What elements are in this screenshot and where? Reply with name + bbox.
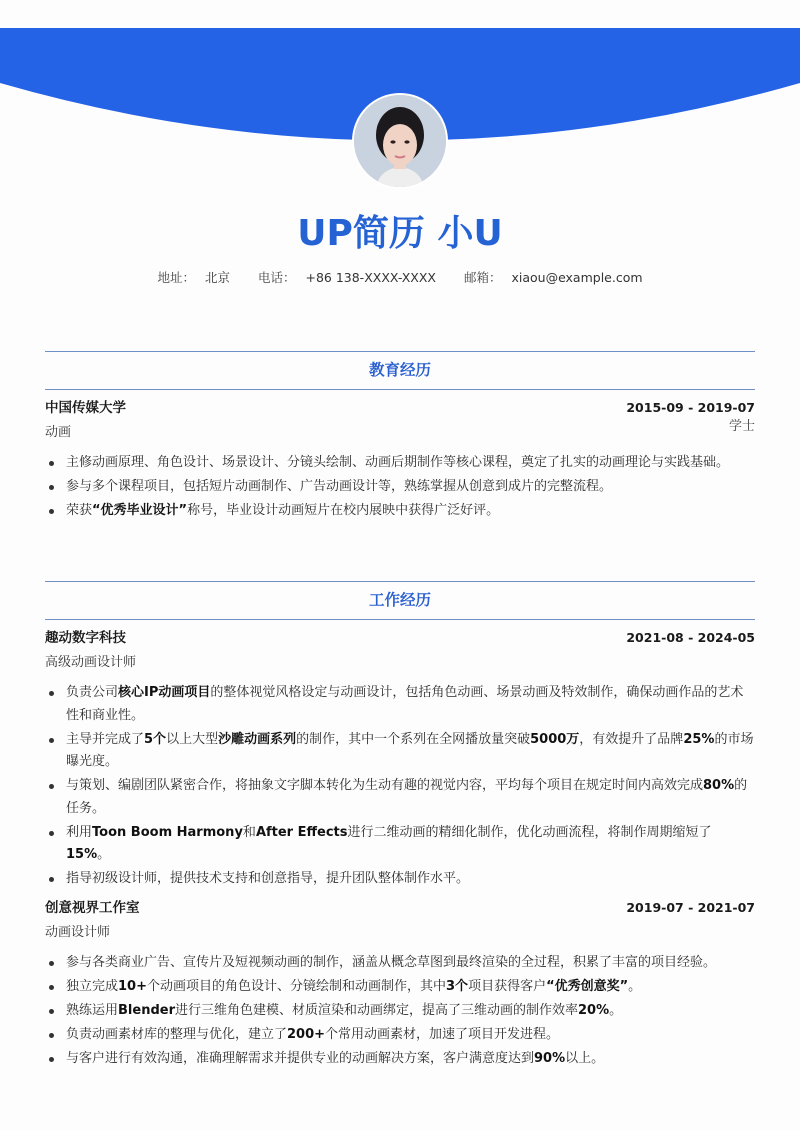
avatar (352, 93, 448, 189)
job-role: 高级动画设计师 (45, 655, 137, 670)
highlight-text: 3个 (446, 978, 469, 994)
education-date: 2015-09 - 2019-07 (626, 400, 755, 415)
person-photo-icon (354, 95, 446, 187)
list-item (45, 952, 755, 975)
contact-info (0, 268, 800, 288)
bullet-text: 以上大型 (166, 731, 219, 747)
list-item (45, 976, 755, 999)
bullet-text: 。 (628, 978, 642, 994)
bullet-text: 负责动画素材库的整理与优化，建立了 (66, 1026, 288, 1042)
list-item (45, 729, 755, 774)
bullet-text: ，有效提升了品牌 (579, 731, 684, 747)
school-name: 中国传媒大学 (45, 400, 126, 416)
contact-address-value: 北京 (204, 270, 230, 285)
bullet-text: 和 (242, 824, 256, 840)
contact-phone-label: 电话： (257, 270, 296, 285)
list-item (45, 1048, 755, 1071)
bullet-text: 项目获得客户 (468, 978, 547, 994)
bullet-text: 独立完成 (66, 978, 119, 994)
job-role: 动画设计师 (45, 924, 111, 940)
work-bullets (45, 952, 755, 1071)
contact-email-value[interactable]: xiaou@example.com (511, 270, 643, 285)
candidate-name: UP简历 小U (297, 213, 503, 254)
list-item (45, 682, 755, 727)
list-item (45, 500, 755, 523)
contact-phone-value[interactable]: +86 138-XXXX-XXXX (305, 270, 436, 285)
contact-phone (258, 268, 436, 288)
bullet-text: 荣获 (66, 503, 93, 518)
education-section (45, 351, 755, 524)
highlight-text: Blender (118, 1002, 175, 1018)
list-item (45, 452, 755, 475)
bullet-text: 称号，毕业设计动画短片在校内展映中获得广泛好评。 (187, 503, 500, 518)
bullet-text: 参与多个课程项目，包括短片动画制作、广告动画设计等，熟练掌握从创意到成片的完整流程。 (66, 479, 613, 494)
education-entry (45, 398, 755, 523)
bullet-text: 的市场曝光度。 (66, 731, 754, 769)
highlight-text: 25% (683, 731, 715, 747)
work-section (45, 581, 755, 1072)
bullet-text: 指导初级设计师，提供技术支持和创意指导，提升团队整体制作水平。 (66, 871, 470, 886)
bullet-text: 负责公司 (66, 685, 119, 700)
bullet-text: 个动画项目的角色设计、分镜绘制和动画制作，其中 (147, 978, 447, 994)
list-item (45, 775, 755, 820)
education-bullets (45, 452, 755, 523)
list-item (45, 1024, 755, 1047)
bullet-text: 主导并完成了 (66, 731, 145, 747)
bullet-text: 以上。 (565, 1050, 605, 1066)
section-title-work: 工作经历 (45, 581, 755, 620)
highlight-text: 沙雕动画系列 (218, 731, 297, 747)
bullet-text: 与策划、编剧团队紧密合作，将抽象文字脚本转化为生动有趣的视觉内容，平均每个项目在规定时间内高效完成 (66, 778, 704, 793)
work-entry (45, 628, 755, 891)
highlight-text: 90% (534, 1050, 566, 1066)
highlight-text: “优秀毕业设计” (92, 503, 188, 518)
bullet-text: 进行二维动画的精细化制作，优化动画流程，将制作周期缩短了 (347, 824, 712, 840)
bullet-text: 的制作，其中一个系列在全网播放量突破 (296, 731, 531, 747)
highlight-text: After Effects (255, 824, 348, 840)
highlight-text: “优秀创意奖” (546, 978, 629, 994)
section-title-education: 教育经历 (45, 351, 755, 390)
contact-address (157, 268, 230, 288)
work-entry (45, 898, 755, 1071)
major: 动画 (45, 425, 72, 440)
work-entry-header (45, 628, 755, 648)
highlight-text: 10+ (118, 978, 147, 994)
bullet-text: 熟练运用 (66, 1002, 119, 1018)
list-item (45, 1000, 755, 1023)
contact-address-label: 地址： (157, 270, 195, 285)
work-date: 2021-08 - 2024-05 (626, 630, 755, 645)
highlight-text: 80% (703, 778, 735, 793)
bullet-text: 的任务。 (66, 778, 748, 816)
education-entry-subheader (45, 418, 755, 443)
highlight-text: Toon Boom Harmony (92, 824, 243, 840)
company-name: 趣动数字科技 (45, 630, 126, 646)
highlight-text: 5个 (144, 731, 167, 747)
list-item (45, 868, 755, 891)
highlight-text: 20% (578, 1002, 610, 1018)
company-name: 创意视界工作室 (45, 899, 140, 916)
bullet-text: 与客户进行有效沟通，准确理解需求并提供专业的动画解决方案，客户满意度达到 (66, 1050, 535, 1066)
highlight-text: 15% (66, 847, 98, 862)
list-item (45, 476, 755, 499)
contact-email-label: 邮箱： (463, 270, 502, 285)
degree: 学士 (728, 419, 755, 434)
work-date: 2019-07 - 2021-07 (626, 899, 755, 915)
bullet-text: 个常用动画素材，加速了项目开发进程。 (325, 1026, 560, 1042)
highlight-text: 5000万 (530, 731, 580, 747)
list-item (45, 822, 755, 867)
bullet-text: 的整体视觉风格设定与动画设计，包括角色动画、场景动画及特效制作，确保动画作品的艺术性和商业性。 (66, 685, 744, 723)
bullet-text: 。 (97, 847, 111, 862)
bullet-text: 主修动画原理、角色设计、场景设计、分镜头绘制、动画后期制作等核心课程，奠定了扎实的动画理论与实践基础。 (66, 455, 730, 470)
bullet-text: 利用 (66, 824, 93, 840)
education-entry-header (45, 398, 755, 418)
highlight-text: 200+ (287, 1026, 326, 1042)
contact-email (464, 268, 643, 288)
bullet-text: 。 (609, 1002, 623, 1018)
bullet-text: 参与各类商业广告、宣传片及短视频动画的制作，涵盖从概念草图到最终渲染的全过程，积累了丰富的项目经验。 (66, 954, 717, 970)
highlight-text: 核心IP动画项目 (118, 685, 211, 700)
bullet-text: 进行三维角色建模、材质渲染和动画绑定，提高了三维动画的制作效率 (175, 1002, 579, 1018)
work-entry-header (45, 898, 755, 918)
work-bullets (45, 682, 755, 891)
